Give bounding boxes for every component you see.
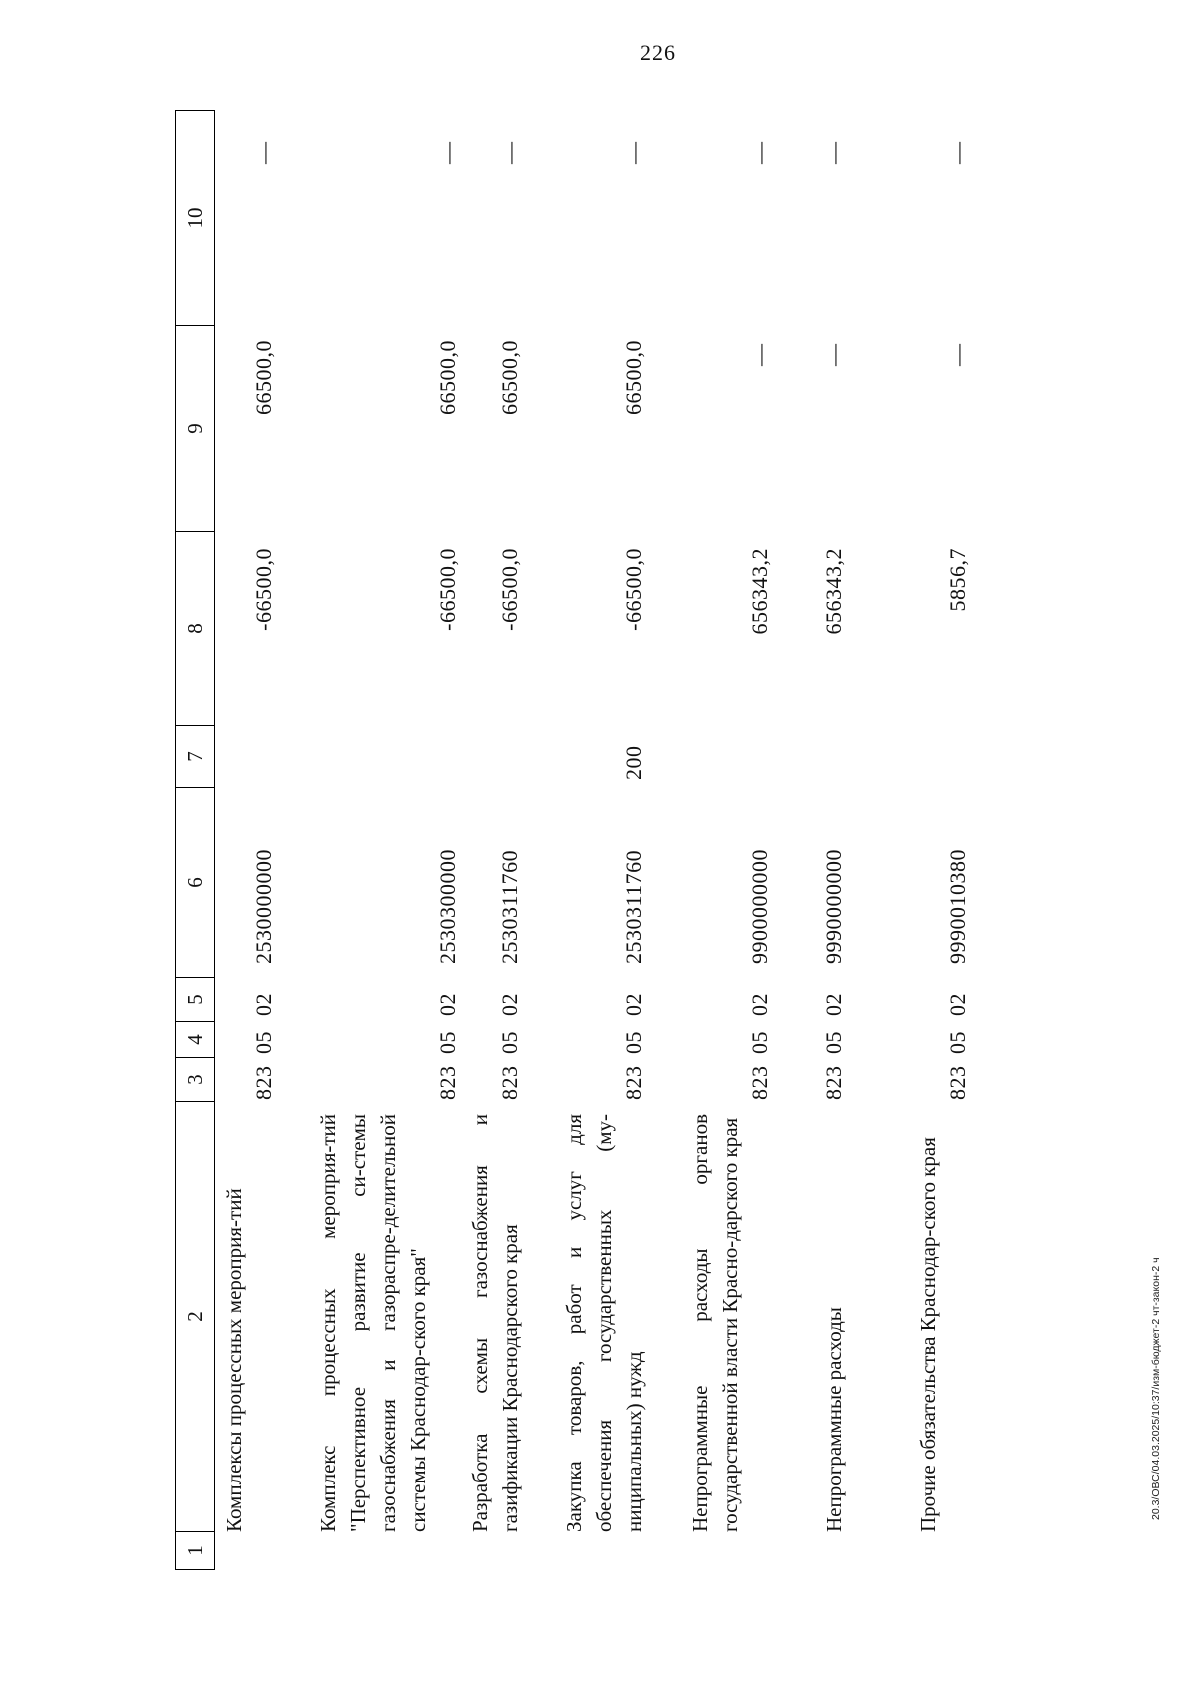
document-stamp: 20.3/ОВС/04.03.2025/10:37/изм-бюджет-2 чт-закон-2 ч: [1150, 1257, 1162, 1520]
header-col-4: 4: [175, 1022, 215, 1058]
cell-col-8: -66500,0: [621, 548, 646, 631]
row-name: Комплексы процессных мероприя-тий: [222, 1188, 246, 1532]
cell-col-9: 66500,0: [251, 340, 276, 415]
row-name: Разработка схемы газоснабжения и газификации Краснодарского края: [468, 1114, 522, 1532]
cell-col-5: 02: [251, 993, 276, 1016]
header-col-1: 1: [175, 1532, 215, 1570]
cell-col-3: 823: [747, 1065, 772, 1100]
cell-col-10: —: [945, 142, 970, 164]
cell-col-6: 9990010380: [945, 849, 970, 964]
cell-col-8: 5856,7: [945, 548, 970, 612]
header-col-6: 6: [175, 788, 215, 978]
cell-col-4: 05: [821, 1031, 846, 1054]
cell-col-9: —: [945, 344, 970, 366]
cell-col-6: 9900000000: [747, 849, 772, 964]
row-name: Закупка товаров, работ и услуг для обеспечения государственных (му-ниципальных) нужд: [562, 1114, 646, 1532]
header-col-8: 8: [175, 532, 215, 726]
cell-col-3: 823: [251, 1065, 276, 1100]
header-col-2: 2: [175, 1102, 215, 1532]
cell-col-9: —: [821, 344, 846, 366]
row-name: Прочие обязательства Краснодар-ского края: [916, 1137, 940, 1532]
cell-col-4: 05: [435, 1031, 460, 1054]
cell-col-6: 9990000000: [821, 849, 846, 964]
cell-col-10: —: [821, 142, 846, 164]
cell-col-4: 05: [621, 1031, 646, 1054]
cell-col-8: 656343,2: [821, 548, 846, 635]
cell-col-10: —: [435, 142, 460, 164]
header-col-3: 3: [175, 1058, 215, 1102]
header-col-5: 5: [175, 978, 215, 1022]
cell-col-5: 02: [747, 993, 772, 1016]
cell-col-3: 823: [821, 1065, 846, 1100]
cell-col-9: —: [747, 344, 772, 366]
cell-col-10: —: [621, 142, 646, 164]
cell-col-5: 02: [497, 993, 522, 1016]
cell-col-4: 05: [747, 1031, 772, 1054]
cell-col-3: 823: [435, 1065, 460, 1100]
header-col-7: 7: [175, 726, 215, 788]
cell-col-4: 05: [945, 1031, 970, 1054]
cell-col-10: —: [497, 142, 522, 164]
cell-col-8: -66500,0: [435, 548, 460, 631]
cell-col-5: 02: [945, 993, 970, 1016]
cell-col-8: -66500,0: [497, 548, 522, 631]
cell-col-4: 05: [251, 1031, 276, 1054]
row-name: Непрограммные расходы органов государственной власти Красно-дарского края: [688, 1114, 742, 1532]
row-name: Непрограммные расходы: [822, 1307, 846, 1532]
cell-col-3: 823: [945, 1065, 970, 1100]
cell-col-10: —: [251, 142, 276, 164]
cell-col-9: 66500,0: [497, 340, 522, 415]
cell-col-3: 823: [497, 1065, 522, 1100]
cell-col-8: -66500,0: [251, 548, 276, 631]
cell-col-9: 66500,0: [435, 340, 460, 415]
page-number: 226: [640, 40, 676, 65]
header-col-10: 10: [175, 110, 215, 326]
cell-col-3: 823: [621, 1065, 646, 1100]
cell-col-6: 2530311760: [497, 849, 522, 964]
header-col-9: 9: [175, 326, 215, 532]
cell-col-6: 2530300000: [435, 849, 460, 964]
row-name: Комплекс процессных мероприя-тий "Перспективное развитие си-стемы газоснабжения и газораспре-делительной системы Краснодар-ского края": [316, 1114, 430, 1532]
cell-col-5: 02: [621, 993, 646, 1016]
cell-col-5: 02: [435, 993, 460, 1016]
cell-col-6: 2530311760: [621, 849, 646, 964]
cell-col-9: 66500,0: [621, 340, 646, 415]
budget-table: [175, 110, 1055, 1570]
cell-col-7: 200: [621, 745, 646, 780]
cell-col-4: 05: [497, 1031, 522, 1054]
cell-col-8: 656343,2: [747, 548, 772, 635]
cell-col-5: 02: [821, 993, 846, 1016]
cell-col-6: 2530000000: [251, 849, 276, 964]
cell-col-10: —: [747, 142, 772, 164]
